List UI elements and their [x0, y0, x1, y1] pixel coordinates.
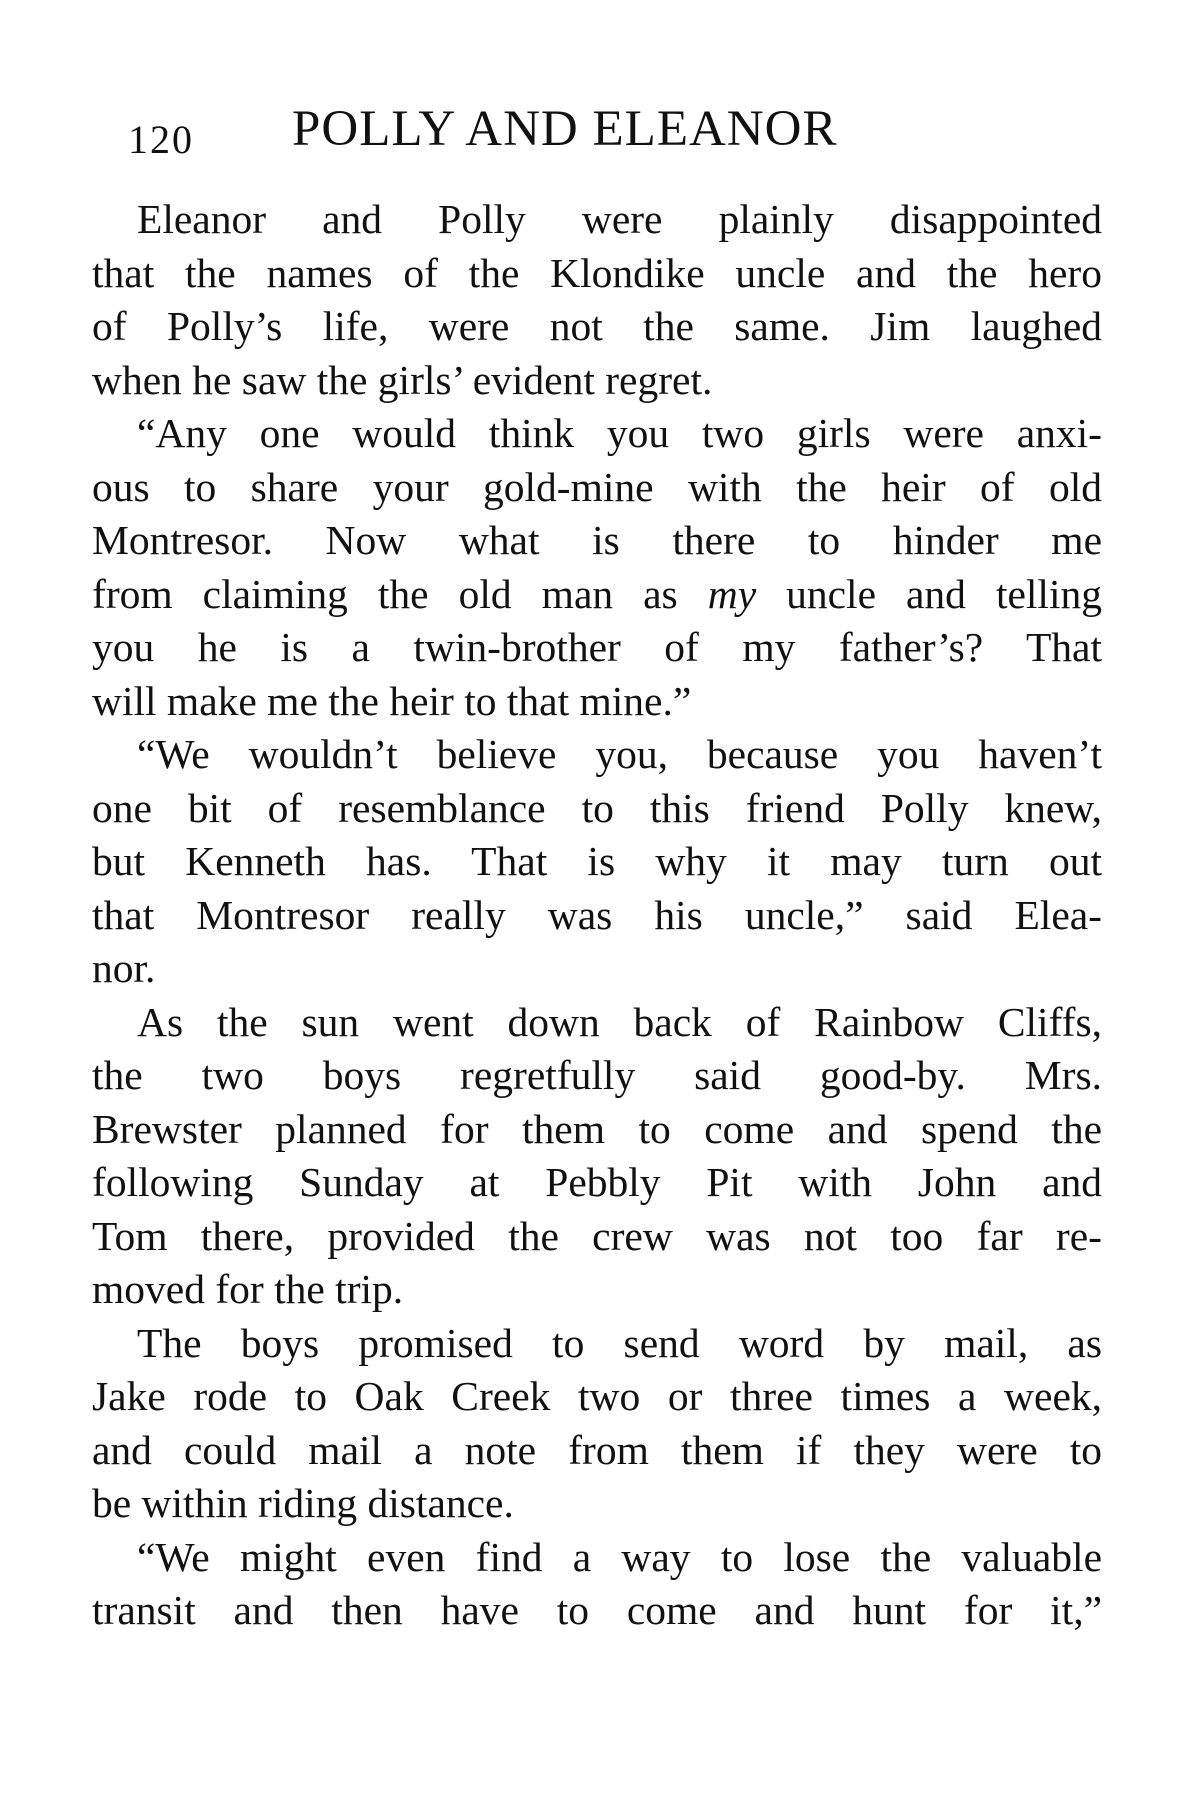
text-line: of Polly’s life, were not the same. Jim laughed	[92, 303, 1102, 349]
text-line: but Kenneth has. That is why it may turn out	[92, 838, 1102, 884]
text-line: the two boys regretfully said good-by. Mrs.	[92, 1052, 1102, 1098]
running-title: POLLY AND ELEANOR	[292, 101, 838, 157]
text-line: ous to share your gold-mine with the heir of old	[92, 463, 1102, 510]
text-line: Jake rode to Oak Creek two or three times a week,	[92, 1373, 1102, 1419]
text-line: Eleanor and Polly were plainly disappointed	[137, 196, 1102, 242]
text-line: The boys promised to send word by mail, as	[137, 1319, 1102, 1366]
text-line: from claiming the old man as my uncle and telling	[92, 570, 1102, 617]
text-line: moved for the trip.	[92, 1266, 404, 1312]
text-line: be within riding distance.	[92, 1480, 514, 1526]
text-line: Tom there, provided the crew was not too far re-	[92, 1212, 1102, 1259]
page-number: 120	[128, 117, 194, 162]
text-line: Brewster planned for them to come and spend the	[92, 1105, 1102, 1152]
text-line: transit and then have to come and hunt for it,”	[92, 1587, 1102, 1633]
text-line: will make me the heir to that mine.”	[92, 677, 692, 724]
text-line: when he saw the girls’ evident regret.	[92, 356, 713, 403]
text-line: Montresor. Now what is there to hinder me	[92, 517, 1102, 563]
text-line: “We wouldn’t believe you, because you haven’t	[137, 731, 1102, 777]
text-line: “Any one would think you two girls were anxi-	[137, 410, 1102, 456]
body-text	[92, 193, 1102, 1638]
paragraph	[92, 996, 1102, 1317]
text-line: that Montresor really was his uncle,” said Elea-	[92, 891, 1102, 938]
paragraph	[92, 407, 1102, 728]
paragraph	[92, 193, 1102, 407]
text-line: following Sunday at Pebbly Pit with John and	[92, 1159, 1102, 1205]
text-line: “We might even find a way to lose the valuable	[137, 1533, 1102, 1580]
text-line: As the sun went down back of Rainbow Cliffs,	[137, 998, 1102, 1045]
page-header	[92, 100, 1102, 160]
text-line: that the names of the Klondike uncle and the hero	[92, 249, 1102, 296]
paragraph	[92, 728, 1102, 996]
text-line: and could mail a note from them if they were to	[92, 1426, 1102, 1473]
text-line: nor.	[92, 945, 156, 991]
paragraph	[92, 1317, 1102, 1531]
text-line: you he is a twin-brother of my father’s? That	[92, 624, 1102, 670]
text-line: one bit of resemblance to this friend Polly knew,	[92, 784, 1102, 831]
paragraph	[92, 1531, 1102, 1638]
